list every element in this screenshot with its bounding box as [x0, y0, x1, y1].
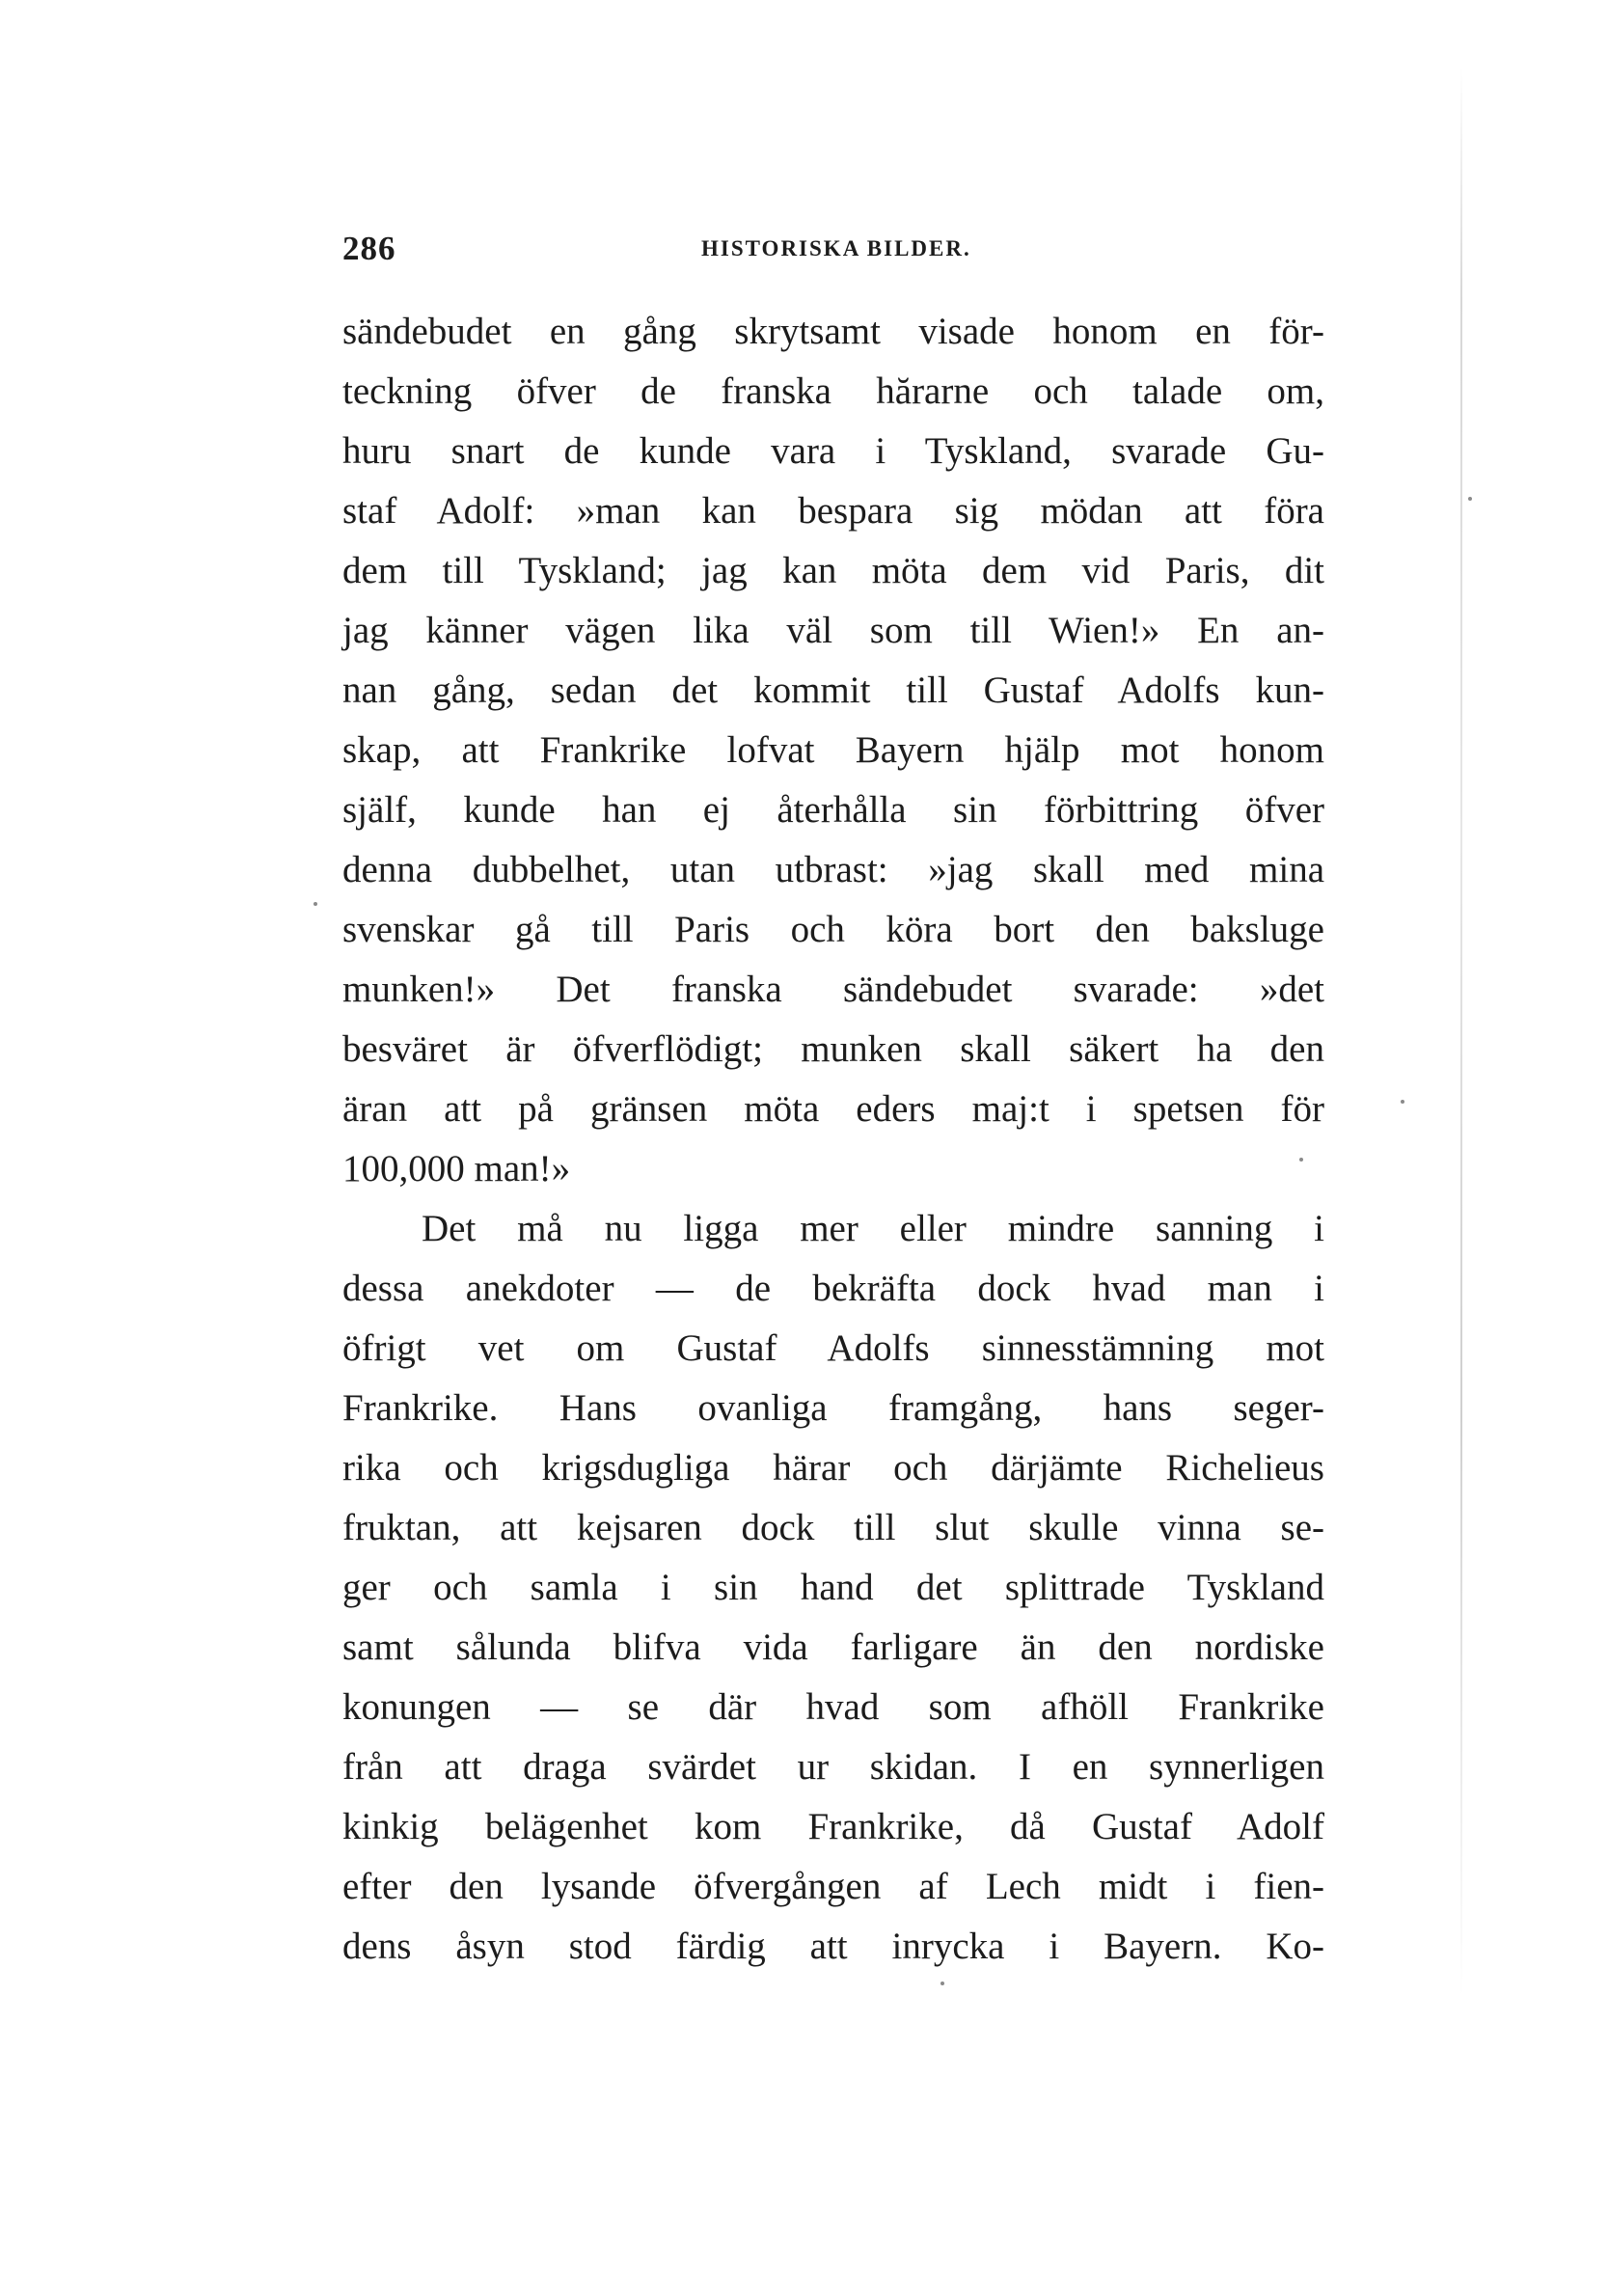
page-edge-shadow — [1460, 68, 1462, 1997]
text-line: själf, kunde han ej återhålla sin förbittring öfver — [342, 789, 1324, 831]
text-line: äran att på gränsen möta eders maj:t i spetsen för — [342, 1088, 1324, 1130]
text-line: öfrigt vet om Gustaf Adolfs sinnesstämning mot — [342, 1327, 1324, 1369]
text-line: jag känner vägen lika väl som till Wien!» En an- — [342, 610, 1324, 651]
page-number: 286 — [342, 230, 396, 267]
text-line: fruktan, att kejsaren dock till slut skulle vinna se- — [342, 1507, 1324, 1548]
text-line: sändebudet en gång skrytsamt visade honom en för- — [342, 311, 1324, 352]
text-line: rika och krigsdugliga härar och därjämte Richelieus — [342, 1447, 1324, 1489]
text-line: huru snart de kunde vara i Tyskland, svarade Gu- — [342, 430, 1324, 472]
text-line: besväret är öfverflödigt; munken skall säkert ha den — [342, 1028, 1324, 1070]
body-text — [342, 302, 1324, 1977]
scan-speck — [1401, 1100, 1404, 1104]
running-title: HISTORISKA BILDER. — [701, 236, 971, 260]
text-line: skap, att Frankrike lofvat Bayern hjälp mot honom — [342, 729, 1324, 771]
text-line: kinkig belägenhet kom Frankrike, då Gustaf Adolf — [342, 1806, 1324, 1847]
text-line: svenskar gå till Paris och köra bort den baksluge — [342, 909, 1324, 950]
scan-speck — [313, 902, 317, 906]
text-line: nan gång, sedan det kommit till Gustaf Adolfs kun- — [342, 670, 1324, 711]
text-line: dessa anekdoter — de bekräfta dock hvad man i — [342, 1268, 1324, 1309]
scan-speck — [1299, 1158, 1303, 1162]
running-head — [342, 230, 1268, 268]
text-line: konungen — se där hvad som afhöll Frankrike — [342, 1686, 1324, 1728]
paragraph-first-line: Det må nu ligga mer eller mindre sanning i — [422, 1208, 1324, 1249]
text-line: staf Adolf: »man kan bespara sig mödan att föra — [342, 490, 1324, 532]
text-line: dem till Tyskland; jag kan möta dem vid Paris, dit — [342, 550, 1324, 591]
text-line: ger och samla i sin hand det splittrade Tyskland — [342, 1567, 1324, 1608]
text-line: från att draga svärdet ur skidan. I en synnerligen — [342, 1746, 1324, 1788]
text-line: munken!» Det franska sändebudet svarade: »det — [342, 969, 1324, 1010]
scan-speck — [940, 1982, 944, 1985]
text-line: teckning öfver de franska hărarne och talade om, — [342, 370, 1324, 412]
text-line: samt sålunda blifva vida farligare än den nordiske — [342, 1626, 1324, 1668]
text-line: dens åsyn stod färdig att inrycka i Bayern. Ko- — [342, 1926, 1324, 1967]
text-line: Frankrike. Hans ovanliga framgång, hans seger- — [342, 1387, 1324, 1429]
text-line: efter den lysande öfvergången af Lech midt i fien- — [342, 1866, 1324, 1907]
text-line: denna dubbelhet, utan utbrast: »jag skall med mina — [342, 849, 1324, 890]
scan-speck — [1468, 497, 1472, 501]
paragraph-end-line: 100,000 man!» — [342, 1148, 571, 1189]
